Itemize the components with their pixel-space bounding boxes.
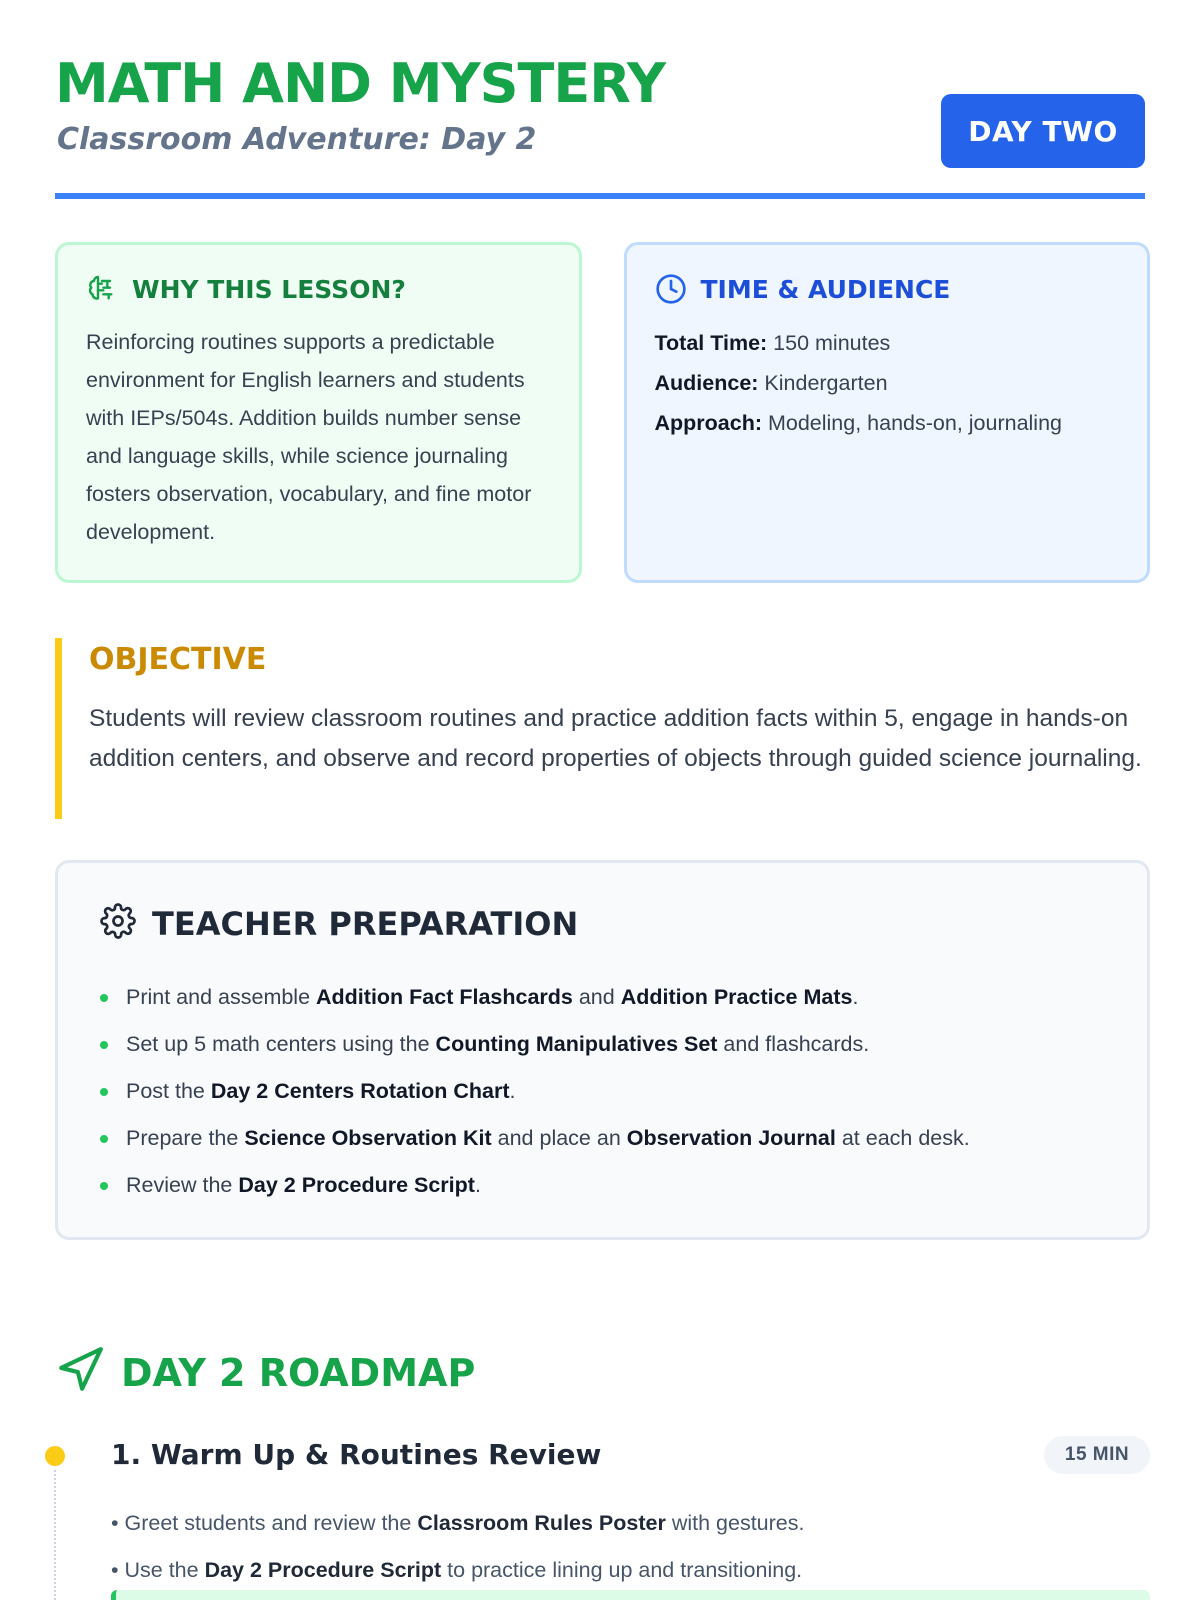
prep-list [100,974,1105,1209]
prep-item: Review the Day 2 Procedure Script. [100,1162,1105,1209]
gear-icon [100,903,136,944]
step-detail-line: • Greet students and review the Classroom Rules Poster with gestures. [111,1511,805,1535]
step-callout [111,1590,1150,1600]
roadmap-title: DAY 2 ROADMAP [121,1350,476,1395]
audience-row [655,363,1120,403]
step-title: 1. Warm Up & Routines Review [111,1438,602,1471]
step-details [111,1500,804,1594]
why-card-body: Reinforcing routines supports a predictable environment for English learners and students with IEPs/504s. Addition builds number sense and language skills, while science journaling fosters observation, vocabulary, and fine motor development. [86,330,532,544]
objective-section [55,638,1150,819]
objective-title: OBJECTIVE [89,642,267,677]
brain-icon [86,273,118,305]
info-cards [55,242,1150,583]
step-duration-badge: 15 MIN [1044,1436,1150,1474]
why-card-title: WHY THIS LESSON? [132,274,406,304]
approach-label: Approach: [654,411,762,435]
timeline-line [54,1470,56,1600]
prep-item: Set up 5 math centers using the Counting Manipulatives Set and flashcards. [100,1021,1105,1068]
header-divider [55,193,1145,199]
approach-value: Modeling, hands-on, journaling [762,411,1063,435]
send-arrow-icon [55,1345,105,1400]
total-time-row [655,323,1120,363]
roadmap-step [55,1438,1150,1600]
teacher-prep-title: TEACHER PREPARATION [152,904,579,943]
approach-row [655,403,1120,443]
prep-item: Post the Day 2 Centers Rotation Chart. [100,1068,1105,1115]
day-badge: DAY TWO [941,94,1145,168]
objective-text: Students will review classroom routines and practice addition facts within 5, engage in hands-on addition centers, and observe and record properties of objects through guided science journaling. [89,705,1142,772]
audience-label: Audience: [654,371,759,395]
total-time-label: Total Time: [654,331,768,355]
why-card [55,242,582,583]
audience-value: Kindergarten [758,371,888,395]
total-time-value: 150 minutes [767,331,891,355]
roadmap-header [55,1345,475,1400]
page-subtitle: Classroom Adventure: Day 2 [57,122,537,157]
timeline-dot [45,1446,65,1466]
page-title: MATH AND MYSTERY [55,52,665,115]
prep-item: Print and assemble Addition Fact Flashcards and Addition Practice Mats. [100,974,1105,1021]
step-detail-line: • Use the Day 2 Procedure Script to practice lining up and transitioning. [111,1558,803,1582]
teacher-prep-card [55,860,1150,1240]
prep-item: Prepare the Science Observation Kit and place an Observation Journal at each desk. [100,1115,1105,1162]
time-card-title: TIME & AUDIENCE [700,274,951,304]
clock-icon [655,273,687,305]
page-header [55,0,1145,200]
time-card [624,242,1151,583]
